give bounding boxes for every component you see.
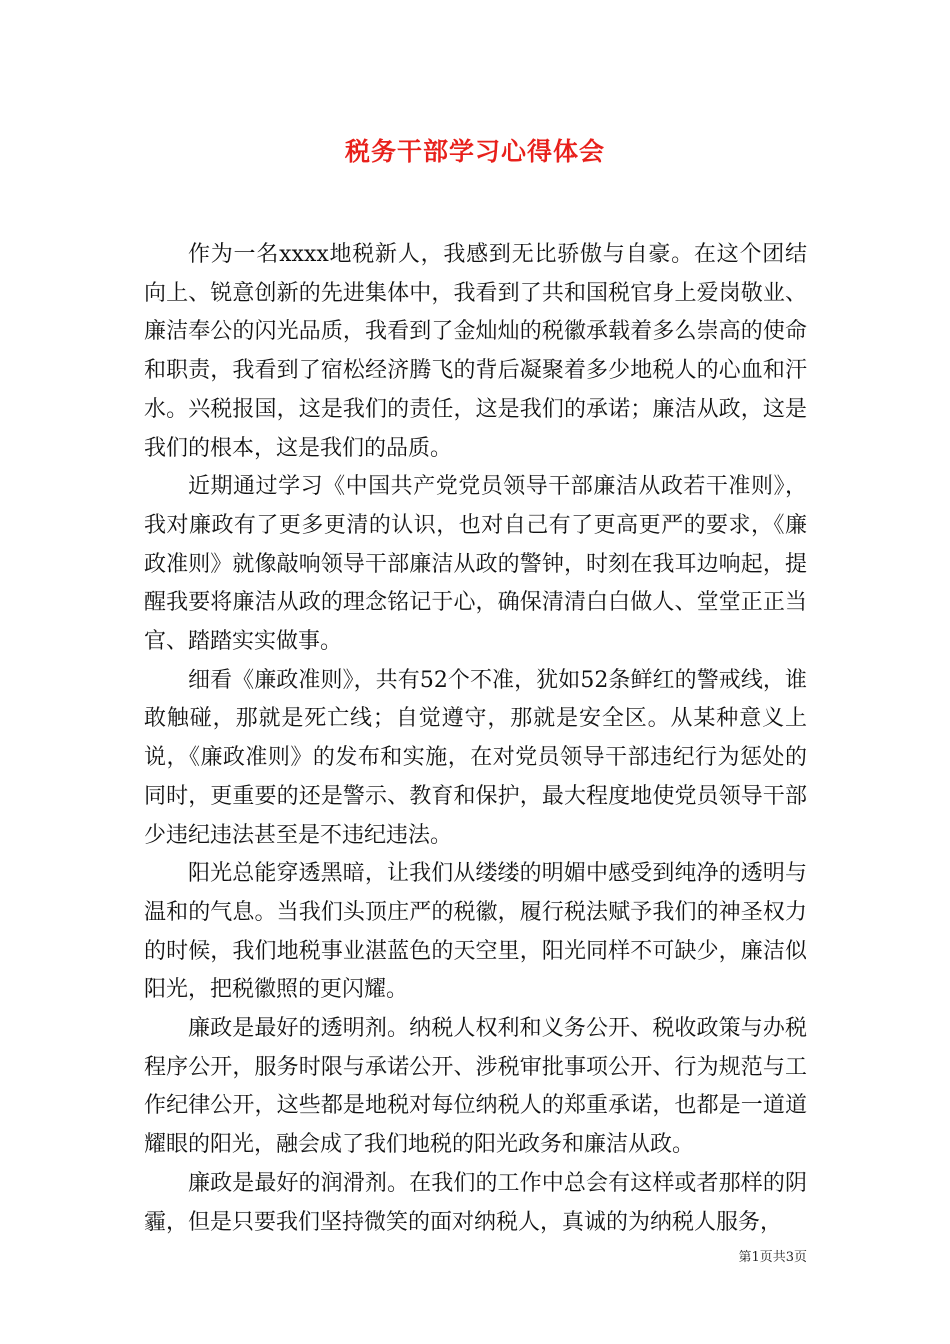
paragraph-3: 细看《廉政准则》，共有52个不准，犹如52条鲜红的警戒线，谁敢触碰，那就是死亡线；自觉遵守，那就是安全区。从某种意义上说，《廉政准则》的发布和实施，在对党员领导干部违纪行为惩处的同时，更重要的还是警示、教育和保护，最大程度地使党员领导干部少违纪违法甚至是不违纪违法。 <box>144 667 807 848</box>
paragraph-6: 廉政是最好的润滑剂。在我们的工作中总会有这样或者那样的阴霾，但是只要我们坚持微笑的面对纳税人，真诚的为纳税人服务， <box>144 1170 807 1235</box>
document-body <box>144 236 807 1242</box>
paragraph-1: 作为一名xxxx地税新人，我感到无比骄傲与自豪。在这个团结向上、锐意创新的先进集体中，我看到了共和国税官身上爱岗敬业、廉洁奉公的闪光品质，我看到了金灿灿的税徽承载着多么崇高的使命和职责，我看到了宿松经济腾飞的背后凝聚着多少地税人的心血和汗水。兴税报国，这是我们的责任，这是我们的承诺；廉洁从政，这是我们的根本，这是我们的品质。 <box>144 242 807 461</box>
paragraph-5: 廉政是最好的透明剂。纳税人权利和义务公开、税收政策与办税程序公开，服务时限与承诺公开、涉税审批事项公开、行为规范与工作纪律公开，这些都是地税对每位纳税人的郑重承诺，也都是一道道耀眼的阳光，融会成了我们地税的阳光政务和廉洁从政。 <box>144 1016 807 1158</box>
paragraph-2: 近期通过学习《中国共产党党员领导干部廉洁从政若干准则》，我对廉政有了更多更清的认识，也对自己有了更高更严的要求，《廉政准则》就像敲响领导干部廉洁从政的警钟，时刻在我耳边响起，提醒我要将廉洁从政的理念铭记于心，确保清清白白做人、堂堂正正当官、踏踏实实做事。 <box>144 474 807 655</box>
document-title: 税务干部学习心得体会 <box>344 137 605 166</box>
page-number-footer: 第1页共3页 <box>738 1250 807 1265</box>
paragraph-4: 阳光总能穿透黑暗，让我们从缕缕的明媚中感受到纯净的透明与温和的气息。当我们头顶庄严的税徽，履行税法赋予我们的神圣权力的时候，我们地税事业湛蓝色的天空里，阳光同样不可缺少，廉洁似阳光，把税徽照的更闪耀。 <box>144 861 807 1003</box>
